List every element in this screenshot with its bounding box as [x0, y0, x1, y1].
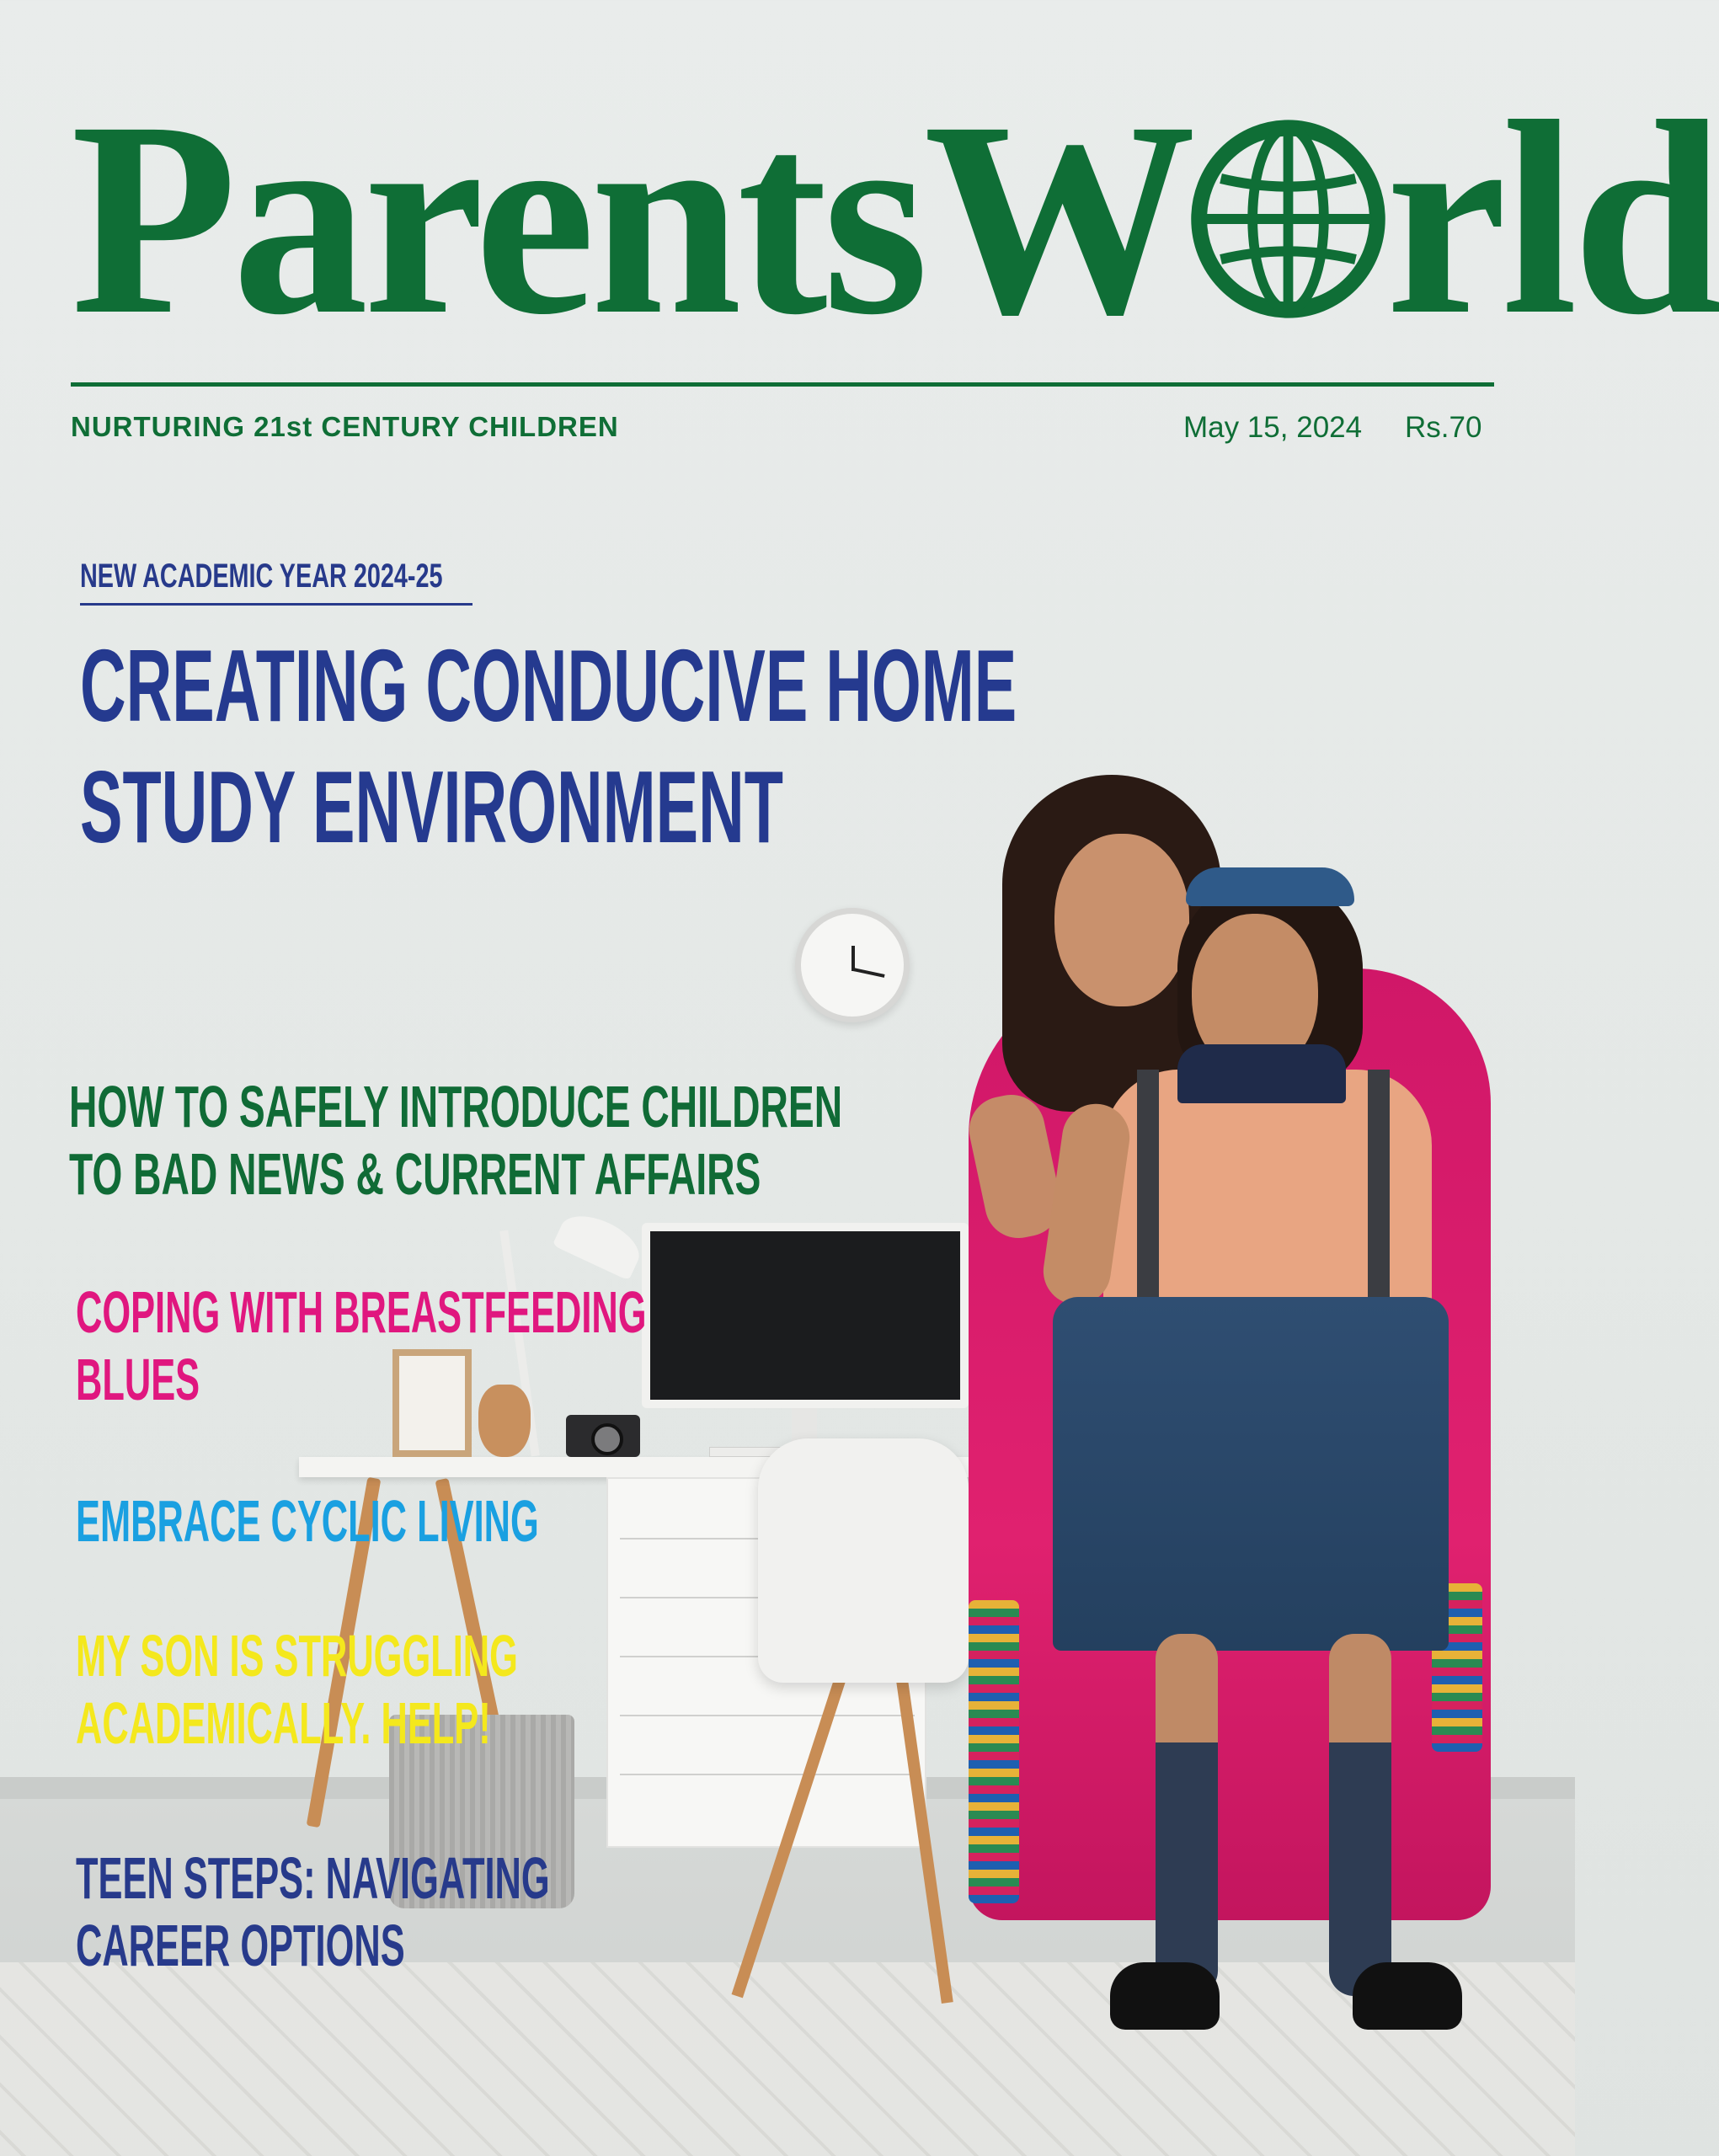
- teaser-line: TEEN STEPS: NAVIGATING: [76, 1845, 550, 1911]
- issue-price: Rs.70: [1405, 411, 1482, 444]
- cover-headline-line: STUDY ENVIRONMENT: [80, 750, 783, 864]
- camera-icon: [566, 1415, 640, 1457]
- backpack-straps: [1137, 1070, 1390, 1314]
- masthead-title-part2: rld: [1385, 65, 1719, 372]
- cover-headline-line: CREATING CONDUCIVE HOME: [80, 628, 1017, 743]
- girl-leg: [1329, 1634, 1391, 1996]
- wall-clock-icon: [795, 908, 910, 1022]
- rug: [0, 1962, 1575, 2156]
- masthead-rule: [71, 382, 1494, 387]
- girl-headband: [1186, 867, 1354, 906]
- cover-kicker: NEW ACADEMIC YEAR 2024-25: [80, 558, 443, 595]
- teaser-line: BLUES: [76, 1347, 200, 1412]
- teaser-line: CAREER OPTIONS: [76, 1913, 405, 1978]
- teaser-line: MY SON IS STRUGGLING: [76, 1623, 518, 1689]
- girl-leg: [1156, 1634, 1218, 1996]
- teaser-line: TO BAD NEWS & CURRENT AFFAIRS: [69, 1141, 761, 1207]
- teaser-line: HOW TO SAFELY INTRODUCE CHILDREN: [69, 1074, 843, 1139]
- lamp-head: [553, 1205, 648, 1280]
- teaser-line: ACADEMICALLY. HELP!: [76, 1690, 491, 1756]
- kicker-underline: [80, 603, 472, 606]
- teaser-bad-news: [69, 1073, 842, 1208]
- tagline: NURTURING 21st CENTURY CHILDREN: [71, 411, 619, 442]
- teaser-breastfeeding: [76, 1278, 647, 1413]
- masthead-title-part1: ParentsW: [71, 65, 1192, 372]
- issue-date: May 15, 2024: [1183, 411, 1363, 444]
- masthead-logo: [71, 65, 1719, 372]
- chair: [758, 1438, 969, 1683]
- computer-monitor-icon: [642, 1223, 969, 1408]
- girl-shoe: [1110, 1962, 1220, 2030]
- teaser-cyclic-living: [76, 1487, 539, 1555]
- mother-face: [1054, 834, 1189, 1006]
- teaser-struggling-son: [76, 1622, 518, 1757]
- girl-skirt: [1053, 1297, 1449, 1651]
- globe-icon: [1189, 118, 1387, 320]
- dupatta-border: [969, 1600, 1019, 1903]
- teaser-line: COPING WITH BREASTFEEDING: [76, 1279, 647, 1345]
- cover-headline: [80, 625, 1017, 867]
- girl-shoe: [1353, 1962, 1462, 2030]
- teaser-career-options: [76, 1844, 550, 1979]
- teaser-line: EMBRACE CYCLIC LIVING: [76, 1488, 539, 1554]
